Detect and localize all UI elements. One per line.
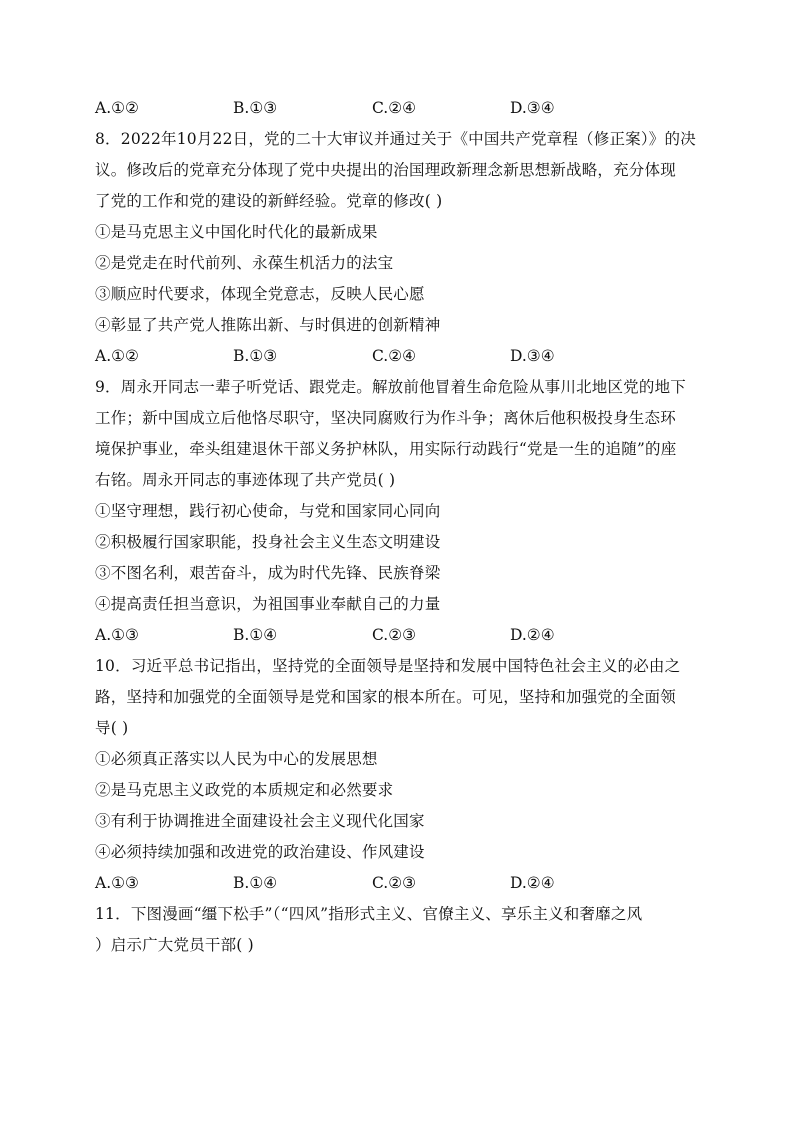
q9-option-d[interactable]: D.②④ [510,626,555,644]
q10-statement-3: ③有利于协调推进全面建设社会主义现代化国家 [95,812,425,830]
q10-stem-line-1: 10．习近平总书记指出，坚持党的全面领导是坚持和发展中国特色社会主义的必由之 [95,657,681,675]
q10-stem-line-2: 路，坚持和加强党的全面领导是党和国家的根本所在。可见，坚持和加强党的全面领 [95,688,676,706]
q10-option-c[interactable]: C.②③ [372,874,417,892]
q8-statement-4: ④彰显了共产党人推陈出新、与时俱进的创新精神 [95,316,441,334]
q10-statement-1: ①必须真正落实以人民为中心的发展思想 [95,750,378,768]
q8-option-d[interactable]: D.③④ [510,347,555,365]
q8-option-b[interactable]: B.①③ [233,347,278,365]
q10-stem-line-3: 导( ) [95,719,129,737]
q9-options [95,625,705,645]
q7-option-d[interactable]: D.③④ [510,99,555,117]
q7-options [95,98,705,118]
q8-statement-2: ②是党走在时代前列、永葆生机活力的法宝 [95,254,394,272]
q7-option-c[interactable]: C.②④ [372,99,417,117]
q8-stem-line-2: 议。修改后的党章充分体现了党中央提出的治国理政新理念新思想新战略，充分体现 [95,161,676,179]
q10-options [95,873,705,893]
q9-option-b[interactable]: B.①④ [233,626,278,644]
q9-statement-1: ①坚守理想，践行初心使命，与党和国家同心同向 [95,502,441,520]
q9-stem-line-2: 工作；新中国成立后他恪尽职守，坚决同腐败行为作斗争；离休后他积极投身生态环 [95,409,676,427]
q8-statement-1: ①是马克思主义中国化时代化的最新成果 [95,223,378,241]
q10-statement-2: ②是马克思主义政党的本质规定和必然要求 [95,781,394,799]
q8-option-a[interactable]: A.①② [95,347,139,365]
q8-options [95,346,705,366]
q9-option-c[interactable]: C.②③ [372,626,417,644]
q7-option-b[interactable]: B.①③ [233,99,278,117]
q9-stem-line-4: 右铭。周永开同志的事迹体现了共产党员( ) [95,471,396,489]
q9-statement-3: ③不图名利，艰苦奋斗，成为时代先锋、民族脊梁 [95,564,441,582]
q8-option-c[interactable]: C.②④ [372,347,417,365]
q11-stem-line-1: 11．下图漫画“缰下松手”（“四风”指形式主义、官僚主义、享乐主义和奢靡之风 [95,905,643,923]
q9-option-a[interactable]: A.①③ [95,626,139,644]
q10-option-d[interactable]: D.②④ [510,874,555,892]
q8-statement-3: ③顺应时代要求，体现全党意志，反映人民心愿 [95,285,425,303]
q9-stem-line-1: 9．周永开同志一辈子听党话、跟党走。解放前他冒着生命危险从事川北地区党的地下 [95,378,686,396]
q8-stem-line-1: 8．2022年10月22日，党的二十大审议并通过关于《中国共产党章程（修正案）》的决 [95,130,696,148]
q10-option-b[interactable]: B.①④ [233,874,278,892]
q9-statement-2: ②积极履行国家职能，投身社会主义生态文明建设 [95,533,441,551]
q10-option-a[interactable]: A.①③ [95,874,139,892]
q8-stem-line-3: 了党的工作和党的建设的新鲜经验。党章的修改( ) [95,192,443,210]
q7-option-a[interactable]: A.①② [95,99,139,117]
q11-stem-line-2: ）启示广大党员干部( ) [95,936,254,954]
q9-statement-4: ④提高责任担当意识，为祖国事业奉献自己的力量 [95,595,441,613]
q9-stem-line-3: 境保护事业，牵头组建退休干部义务护林队，用实际行动践行“党是一生的追随”的座 [95,440,677,458]
q10-statement-4: ④必须持续加强和改进党的政治建设、作风建设 [95,843,425,861]
